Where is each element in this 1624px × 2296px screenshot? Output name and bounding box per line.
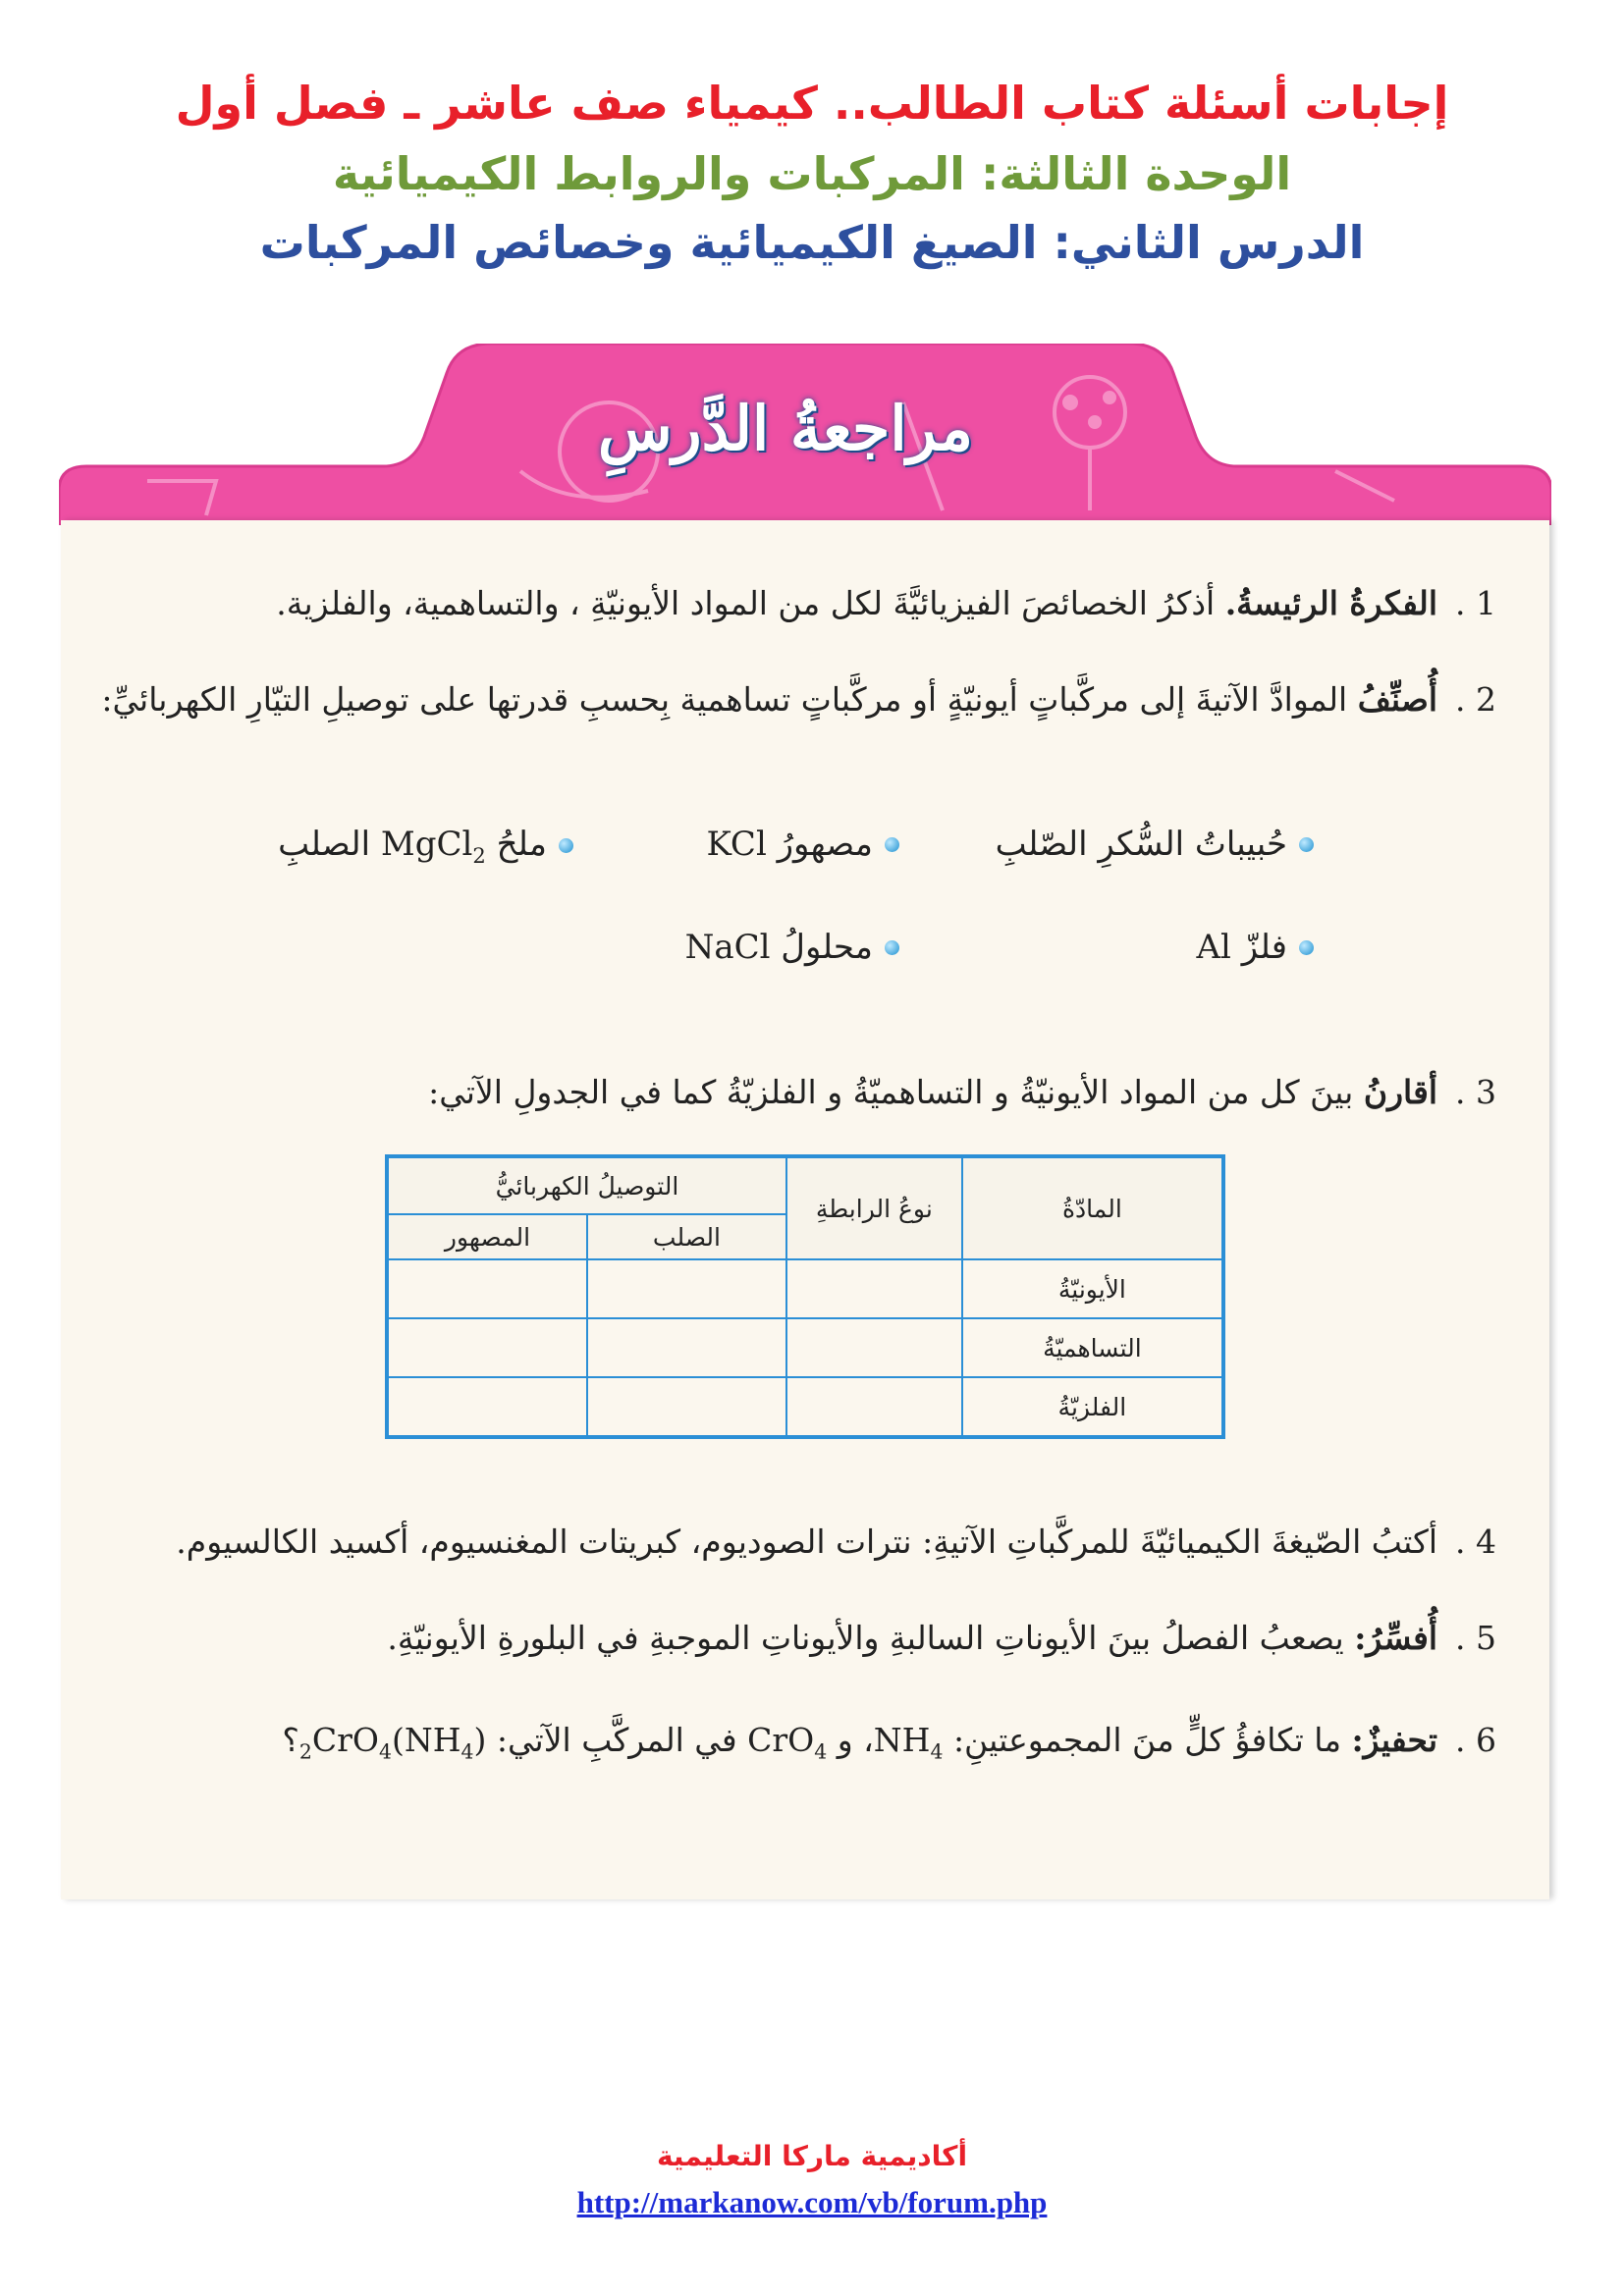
question-6: [282, 1710, 1496, 1783]
answer-cell[interactable]: [387, 1259, 587, 1318]
option-kcl: [706, 825, 899, 864]
row-label: الأيونيّةُ: [962, 1259, 1223, 1318]
bullet-icon: [885, 837, 899, 852]
row-label: الفلزيّةُ: [962, 1377, 1223, 1437]
comparison-table: [385, 1154, 1225, 1439]
question-number: 6 .: [1455, 1721, 1496, 1759]
header-molten: المصهور: [387, 1214, 587, 1259]
header-solid: الصلب: [587, 1214, 786, 1259]
bullet-icon: [559, 838, 573, 853]
table-row: [387, 1318, 1223, 1377]
bullet-icon: [1299, 837, 1314, 852]
option-label: فلزّ Al: [1196, 928, 1287, 967]
answer-cell[interactable]: [786, 1259, 962, 1318]
option-label: محلولُ NaCl: [684, 928, 873, 967]
question-text: أكتبُ الصّيغةَ الكيميائيّةَ للمركَّباتِ الآتيةِ: نترات الصوديوم، كبريتات المغنسيوم، أكسيد الكالسيوم.: [176, 1522, 1438, 1561]
row-label: التساهميّةُ: [962, 1318, 1223, 1377]
header-substance: المادّةُ: [962, 1156, 1223, 1259]
answer-cell[interactable]: [587, 1318, 786, 1377]
table-row: [387, 1259, 1223, 1318]
option-label: ملحُ MgCl$_2$ الصلبِ: [278, 825, 547, 868]
bullet-icon: [885, 940, 899, 955]
footer-academy-name: أكاديمية ماركا التعليمية: [656, 2140, 968, 2172]
question-lead: تحفيزٌ:: [1351, 1721, 1438, 1759]
footer-link[interactable]: http://markanow.com/vb/forum.php: [576, 2185, 1048, 2219]
question-text: ما تكافؤُ كلٍّ منَ المجموعتينِ: $NH_4،$ و CrO$_4$ في المركَّبِ الآتي: $(NH_4)_2CrO_4؟$: [282, 1721, 1352, 1764]
question-text: بينَ كل من المواد الأيونيّةُ و التساهميّةُ و الفلزيّةُ كما في الجدولِ الآتي:: [428, 1073, 1364, 1111]
header-title: إجابات أسئلة كتاب الطالب.. كيمياء صف عاشر ـ فصل أول: [175, 77, 1449, 130]
answer-cell[interactable]: [387, 1377, 587, 1437]
header-conductivity: التوصيلُ الكهربائيُّ: [387, 1156, 786, 1214]
question-number: 1 .: [1455, 584, 1496, 622]
question-text: أذكرُ الخصائصَ الفيزيائيَّةَ لكل من المواد الأيونيّةِ ، والتساهمية، والفلزية.: [276, 584, 1225, 622]
question-number: 5 .: [1455, 1619, 1496, 1657]
question-number: 2 .: [1455, 680, 1496, 719]
answer-cell[interactable]: [587, 1377, 786, 1437]
question-4: [176, 1512, 1496, 1573]
question-text: الموادَّ الآتيةَ إلى مركَّباتٍ أيونيّةٍ أو مركَّباتٍ تساهمية بِحسبِ قدرتها على توصيلِ التيّارِ الكهربائيِّ:: [101, 680, 1358, 719]
option-sugar: [996, 825, 1314, 864]
option-mgcl2: [278, 825, 573, 868]
question-3: [428, 1062, 1496, 1123]
question-lead: الفكرةُ الرئيسةُ.: [1224, 584, 1438, 622]
header-bond-type: نوعُ الرابطةِ: [786, 1156, 962, 1259]
banner-title: مراجعةُ الدَّرسِ: [598, 393, 973, 464]
option-label: حُبيباتُ السُّكرِ الصّلبِ: [995, 825, 1287, 864]
option-label: مصهورُ KCl: [706, 825, 873, 864]
question-lead: أُفسِّرُ:: [1354, 1619, 1438, 1657]
unit-title: الوحدة الثالثة: المركبات والروابط الكيميائية: [332, 147, 1292, 200]
question-5: [387, 1608, 1496, 1669]
question-number: 4 .: [1455, 1522, 1496, 1561]
answer-cell[interactable]: [387, 1318, 587, 1377]
answer-cell[interactable]: [587, 1259, 786, 1318]
question-lead: أقارنُ: [1363, 1073, 1438, 1111]
question-number: 3 .: [1455, 1073, 1496, 1111]
option-al: [1196, 928, 1314, 967]
table-row: [387, 1377, 1223, 1437]
question-lead: أُصنِّفُ: [1357, 680, 1438, 719]
bullet-icon: [1299, 940, 1314, 955]
lesson-title: الدرس الثاني: الصيغ الكيميائية وخصائص المركبات: [259, 216, 1365, 269]
question-1: [276, 573, 1496, 634]
question-2: [92, 669, 1496, 730]
answer-cell[interactable]: [786, 1377, 962, 1437]
answer-cell[interactable]: [786, 1318, 962, 1377]
option-nacl: [685, 928, 899, 967]
question-text: يصعبُ الفصلُ بينَ الأيوناتِ السالبةِ والأيوناتِ الموجبةِ في البلورةِ الأيونيّةِ.: [387, 1619, 1355, 1657]
